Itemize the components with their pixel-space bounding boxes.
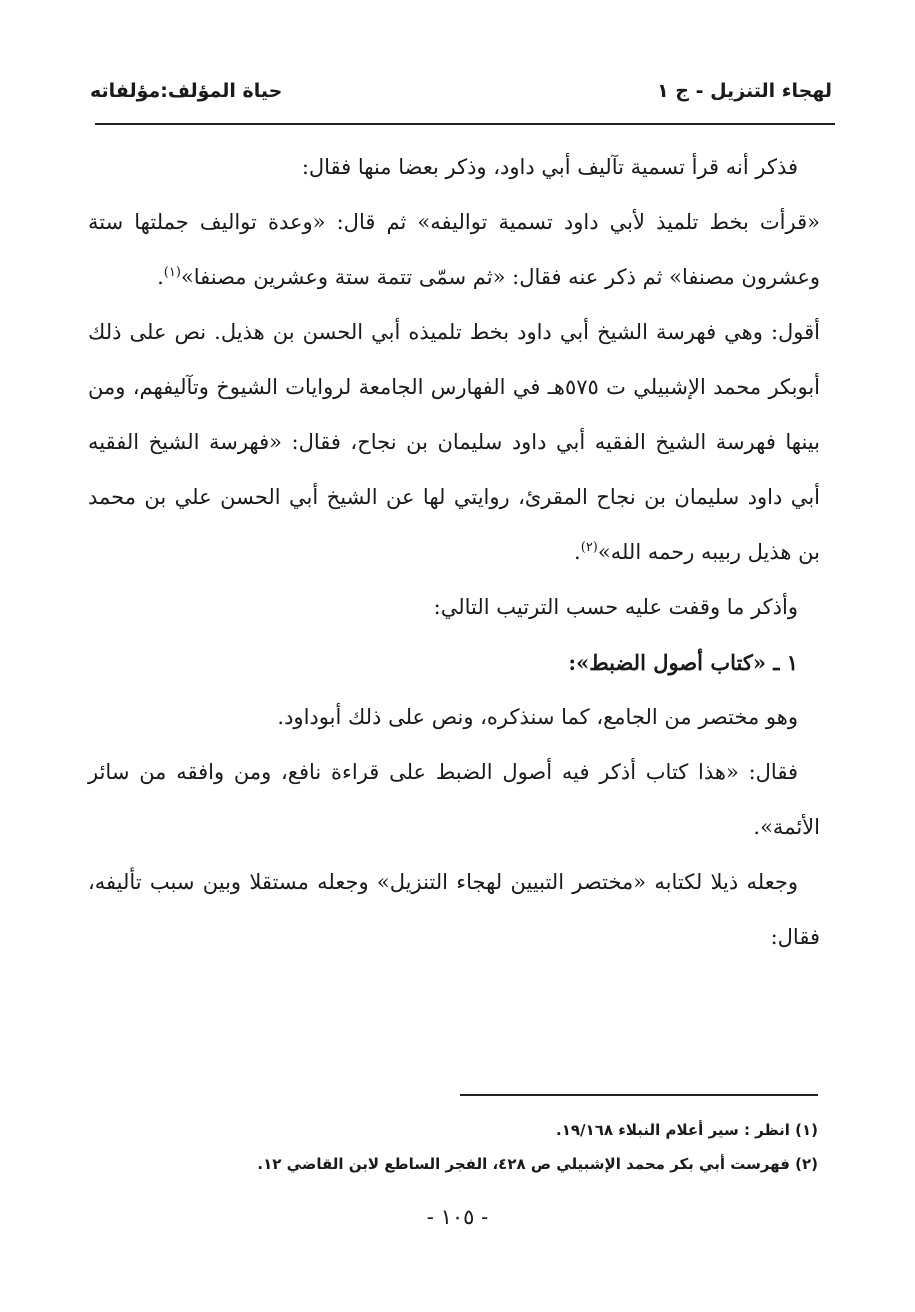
footnote-1: (١) انظر : سير أعلام النبلاء ١٩/١٦٨. <box>556 1121 818 1139</box>
header-divider <box>95 123 835 125</box>
paragraph-3: أقول: وهي فهرسة الشيخ أبي داود بخط تلميذه أبي الحسن بن هذيل. نص على ذلك أبوبكر محمد الإشبيلي ت ٥٧٥هـ في الفهارس الجامعة لروايات الشيوخ وتآليفهم، ومن بينها فهرسة الشيخ الفقيه أبي داود سليمان بن نجاح، فقال: «فهرسة الشيخ الفقيه أبي داود سليمان بن نجاح المقرئ، روايتي لها عن الشيخ أبي الحسن علي بن محمد بن هذيل ربيبه رحمه الله»$^{(٢)}$. <box>88 320 821 564</box>
paragraph-1: فذكر أنه قرأ تسمية تآليف أبي داود، وذكر بعضا منها فقال: <box>301 155 798 179</box>
footnote-ref-1[interactable]: (١) <box>163 265 181 280</box>
running-header <box>90 74 832 114</box>
footnotes <box>98 1113 818 1181</box>
paragraph-4: وأذكر ما وقفت عليه حسب الترتيب التالي: <box>433 595 798 619</box>
section-heading: ١ ـ «كتاب أصول الضبط»: <box>568 650 798 675</box>
header-book-title: لهجاء التنزيل - ج ١ <box>657 80 832 102</box>
paragraph-2-text: «قرأت بخط تلميذ لأبي داود تسمية تواليفه» ثم قال: «وعدة تواليف جملتها ستة وعشرون مصنفا» ثم ذكر عنه فقال: «ثم سمّى تتمة ستة وعشرين مصنفا» <box>88 210 820 289</box>
footnote-ref-2[interactable]: (٢) <box>580 540 598 555</box>
paragraph-3-text: أقول: وهي فهرسة الشيخ أبي داود بخط تلميذه أبي الحسن بن هذيل. نص على ذلك أبوبكر محمد الإشبيلي ت ٥٧٥هـ في الفهارس الجامعة لروايات الشيوخ وتآليفهم، ومن بينها فهرسة الشيخ الفقيه أبي داود سليمان بن نجاح، فقال: «فهرسة الشيخ الفقيه أبي داود سليمان بن نجاح المقرئ، روايتي لها عن الشيخ أبي الحسن علي بن محمد بن هذيل ربيبه رحمه الله» <box>88 320 821 564</box>
paragraph-6: فقال: «هذا كتاب أذكر فيه أصول الضبط على قراءة نافع، ومن وافقه من سائر الأئمة». <box>88 760 820 839</box>
paragraph-2: «قرأت بخط تلميذ لأبي داود تسمية تواليفه» ثم قال: «وعدة تواليف جملتها ستة وعشرون مصنفا» ثم ذكر عنه فقال: «ثم سمّى تتمة ستة وعشرين مصنفا»$^{(١)}$. <box>88 210 820 289</box>
footnote-2: (٢) فهرست أبي بكر محمد الإشبيلي ص ٤٢٨، الفجر الساطع لابن القاضي ١٢. <box>257 1155 818 1173</box>
footnote-divider <box>460 1094 818 1096</box>
main-text <box>88 140 820 965</box>
page-number: - ١٠٥ - <box>426 1205 489 1229</box>
header-chapter-title: حياة المؤلف:مؤلفاته <box>90 80 283 102</box>
paragraph-5: وهو مختصر من الجامع، كما سنذكره، ونص على ذلك أبوداود. <box>277 705 798 729</box>
paragraph-7: وجعله ذيلا لكتابه «مختصر التبيين لهجاء التنزيل» وجعله مستقلا وبين سبب تأليفه، فقال: <box>88 870 820 949</box>
